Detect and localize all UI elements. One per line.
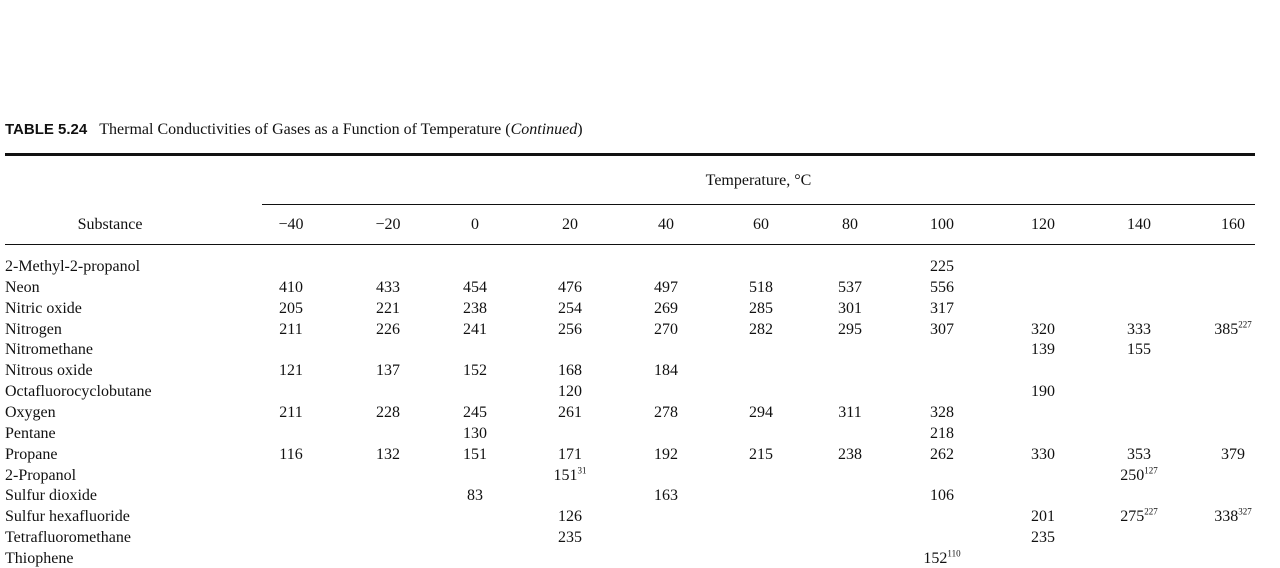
cell-value: 130 [463,425,487,442]
temperature-rule [262,204,1255,205]
row-substance-name: Thiophene [5,550,74,567]
table-cell [256,279,326,297]
cell-value: 152 [463,362,487,379]
cell-value: 192 [654,446,678,463]
cell-value: 330 [1031,446,1055,463]
cell-value: 338 [1214,508,1239,525]
table-cell [535,446,605,464]
table-cell [1198,321,1268,339]
table-cell [1008,529,1078,547]
cell-value: 285 [749,300,773,317]
table-cell [907,404,977,422]
cell-value: 171 [558,446,582,463]
cell-value: 106 [930,487,954,504]
row-substance-name: Sulfur dioxide [5,487,97,504]
cell-value: 155 [1127,341,1151,358]
table-cell [1104,508,1174,526]
cell-value: 221 [376,300,400,317]
cell-value: 116 [279,446,303,463]
top-rule [5,153,1255,156]
table-cell [1104,321,1174,339]
cell-reference: 110 [947,548,961,559]
cell-value: 410 [279,279,303,296]
table-cell [815,446,885,464]
cell-value: 151 [463,446,487,463]
cell-value: 245 [463,404,487,421]
cell-value: 238 [463,300,487,317]
cell-value: 250 [1120,467,1145,484]
table-cell [1008,446,1078,464]
cell-value: 238 [838,446,862,463]
cell-value: 311 [838,404,862,421]
table-cell [631,279,701,297]
table-cell [440,321,510,339]
column-header: 100 [930,216,954,233]
cell-value: 132 [376,446,400,463]
table-cell [256,446,326,464]
row-substance-name: Oxygen [5,404,56,421]
cell-value: 218 [930,425,954,442]
row-substance-name: Nitrous oxide [5,362,93,379]
table-label: TABLE 5.24 [5,121,88,138]
cell-value: 317 [930,300,954,317]
substance-header: Substance [77,216,143,233]
table-cell [535,529,605,547]
table-cell [631,446,701,464]
cell-value: 120 [558,383,582,400]
cell-value: 235 [1031,529,1055,546]
table-cell [907,258,977,276]
table-cell [907,321,977,339]
column-header: 20 [562,216,578,233]
table-cell [1198,446,1268,464]
table-cell [256,362,326,380]
cell-value: 269 [654,300,678,317]
cell-reference: 227 [1238,319,1252,330]
cell-value: 301 [838,300,862,317]
header-rule [5,244,1255,245]
row-substance-name: Neon [5,279,40,296]
cell-value: 256 [558,321,582,338]
table-cell [440,404,510,422]
cell-value: 83 [467,487,483,504]
table-cell [631,404,701,422]
table-continued: Continued [510,121,578,138]
table-cell [815,404,885,422]
cell-value: 139 [1031,341,1055,358]
cell-value: 205 [279,300,303,317]
table-cell [440,446,510,464]
table-cell [726,446,796,464]
table-cell [1008,383,1078,401]
table-cell [440,362,510,380]
table-cell [1008,321,1078,339]
cell-value: 163 [654,487,678,504]
table-cell [535,279,605,297]
table-cell [256,300,326,318]
table-cell [440,487,510,505]
cell-value: 379 [1221,446,1245,463]
row-substance-name: Propane [5,446,58,463]
cell-value: 215 [749,446,773,463]
column-header: 120 [1031,216,1055,233]
table-cell [631,362,701,380]
cell-value: 168 [558,362,582,379]
column-header: 80 [842,216,858,233]
table-cell [535,321,605,339]
cell-value: 121 [279,362,303,379]
table-cell [535,300,605,318]
cell-value: 328 [930,404,954,421]
row-substance-name: 2-Propanol [5,467,77,484]
table-caption [5,121,583,139]
table-cell [353,321,423,339]
table-cell [726,404,796,422]
cell-value: 151 [553,467,578,484]
table-cell [440,300,510,318]
table-cell [535,467,605,485]
table-cell [353,279,423,297]
table-cell [907,550,977,568]
table-cell [535,508,605,526]
table-cell [631,321,701,339]
cell-value: 152 [923,550,948,567]
cell-reference: 327 [1238,506,1252,517]
table-cell [631,487,701,505]
cell-value: 454 [463,279,487,296]
column-header: 40 [658,216,674,233]
row-substance-name: Octafluorocyclobutane [5,383,152,400]
cell-value: 126 [558,508,582,525]
table-cell [535,404,605,422]
row-substance-name: Nitric oxide [5,300,82,317]
cell-value: 307 [930,321,954,338]
table-cell [907,446,977,464]
cell-value: 385 [1214,321,1239,338]
table-cell [1198,508,1268,526]
table-cell [1104,341,1174,359]
table-cell [631,300,701,318]
row-substance-name: Nitromethane [5,341,93,358]
cell-value: 211 [279,404,303,421]
cell-value: 228 [376,404,400,421]
cell-value: 226 [376,321,400,338]
table-cell [256,404,326,422]
cell-value: 275 [1120,508,1145,525]
cell-value: 353 [1127,446,1151,463]
column-header: −20 [375,216,401,233]
table-cell [1008,508,1078,526]
table-cell [907,300,977,318]
cell-value: 184 [654,362,678,379]
cell-value: 278 [654,404,678,421]
cell-value: 201 [1031,508,1055,525]
cell-value: 294 [749,404,773,421]
cell-value: 235 [558,529,582,546]
cell-value: 433 [376,279,400,296]
table-cell [907,425,977,443]
cell-reference: 227 [1144,506,1158,517]
cell-value: 211 [279,321,303,338]
column-header: 160 [1221,216,1245,233]
table-cell [535,362,605,380]
table-cell [353,300,423,318]
cell-value: 241 [463,321,487,338]
temperature-header: Temperature, °C [705,172,812,189]
table-cell [440,279,510,297]
table-cell [815,321,885,339]
table-title-close: ) [577,121,583,138]
row-substance-name: Nitrogen [5,321,62,338]
table-cell [1008,341,1078,359]
cell-value: 518 [749,279,773,296]
table-cell [353,446,423,464]
cell-value: 262 [930,446,954,463]
cell-reference: 127 [1144,465,1158,476]
table-cell [256,321,326,339]
table-cell [815,300,885,318]
cell-value: 476 [558,279,582,296]
table-cell [726,300,796,318]
cell-value: 270 [654,321,678,338]
cell-value: 556 [930,279,954,296]
cell-value: 261 [558,404,582,421]
row-substance-name: Pentane [5,425,56,442]
cell-value: 320 [1031,321,1055,338]
table-cell [907,279,977,297]
cell-value: 225 [930,258,954,275]
table-cell [353,362,423,380]
table-cell [353,404,423,422]
cell-value: 537 [838,279,862,296]
cell-reference: 31 [577,465,587,476]
cell-value: 333 [1127,321,1151,338]
row-substance-name: 2-Methyl-2-propanol [5,258,141,275]
table-cell [1104,467,1174,485]
cell-value: 254 [558,300,582,317]
column-header: −40 [278,216,304,233]
cell-value: 282 [749,321,773,338]
row-substance-name: Tetrafluoromethane [5,529,131,546]
cell-value: 497 [654,279,678,296]
table-cell [726,321,796,339]
table-cell [726,279,796,297]
row-substance-name: Sulfur hexafluoride [5,508,130,525]
table-cell [535,383,605,401]
cell-value: 190 [1031,383,1055,400]
table-cell [1104,446,1174,464]
column-header: 140 [1127,216,1151,233]
cell-value: 295 [838,321,862,338]
table-cell [815,279,885,297]
table-title: Thermal Conductivities of Gases as a Function of Temperature ( [99,121,511,138]
table-cell [440,425,510,443]
table-cell [907,487,977,505]
column-header: 60 [753,216,769,233]
column-header: 0 [471,216,479,233]
cell-value: 137 [376,362,400,379]
